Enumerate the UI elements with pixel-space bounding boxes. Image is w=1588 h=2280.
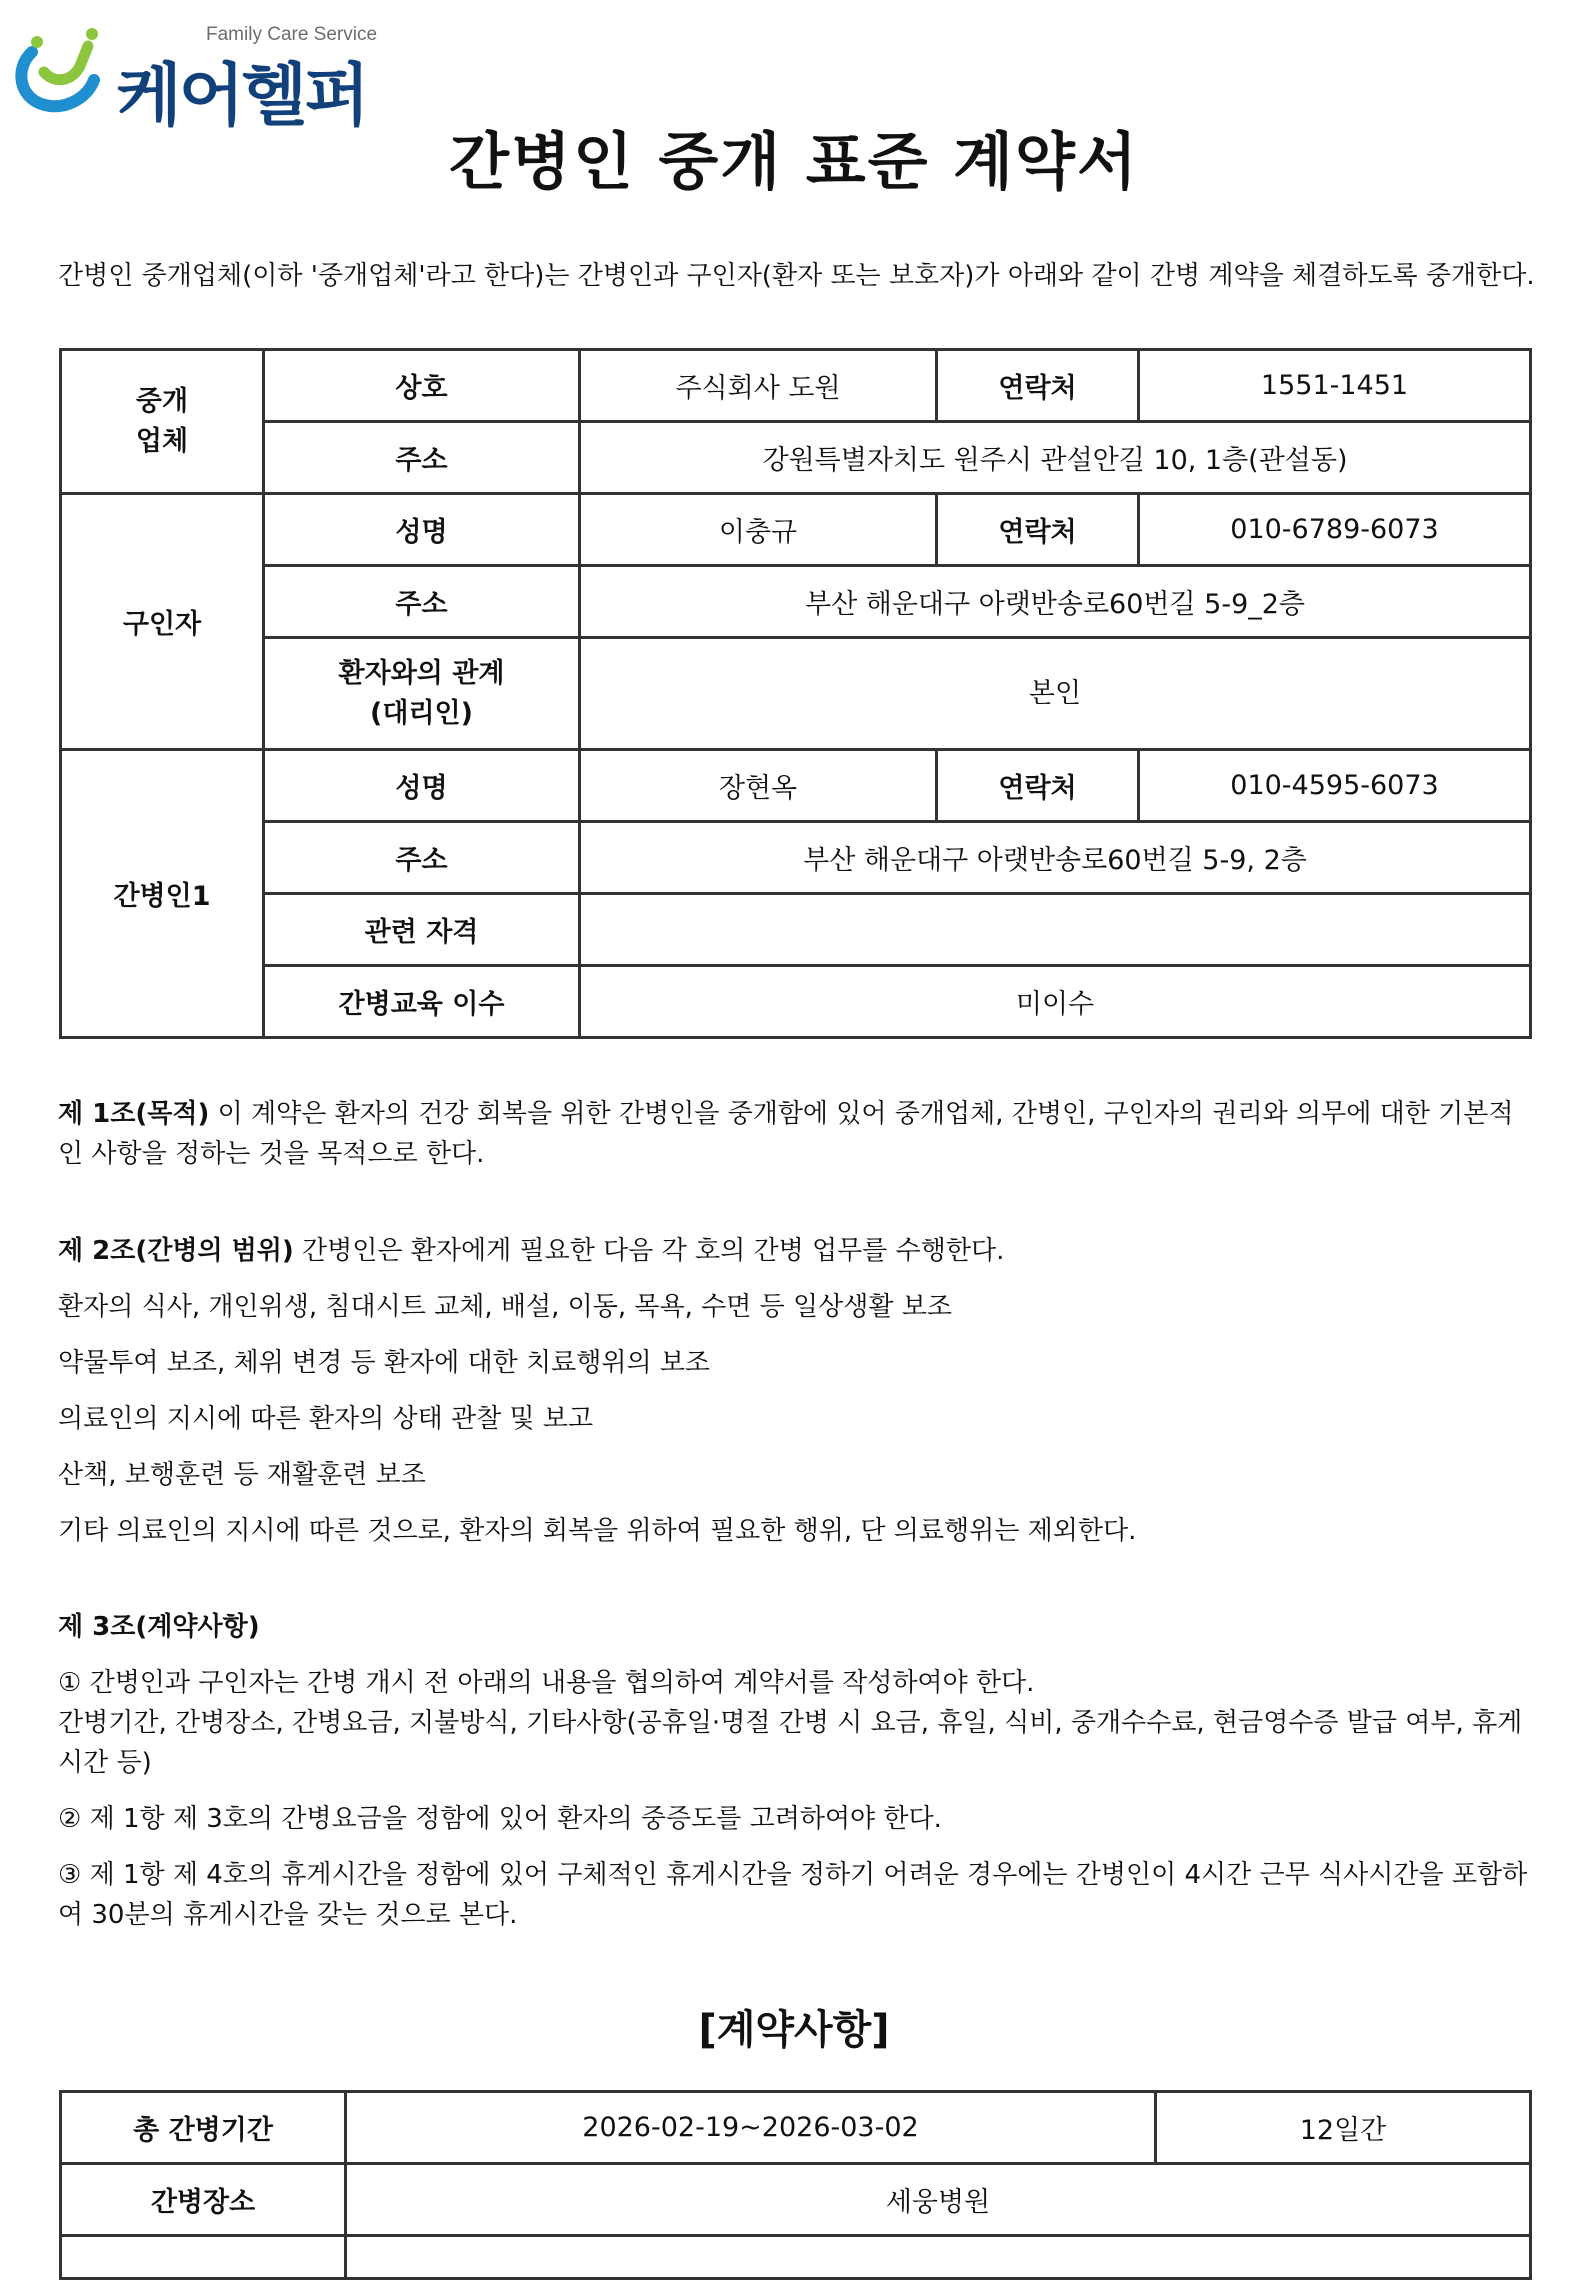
article-2-item: 산책, 보행훈련 등 재활훈련 보조 <box>58 1460 426 1490</box>
agency-group-label: 중개 업체 <box>61 350 264 494</box>
contract-section-title: [계약사항] <box>698 2007 890 2053</box>
next-row-cell <box>61 2236 346 2279</box>
care-days: 12일간 <box>1156 2092 1531 2164</box>
caregiver-contact: 010-4595-6073 <box>1139 750 1531 822</box>
care-helper-logo-icon <box>10 22 110 122</box>
document-title: 간병인 중개 표준 계약서 <box>449 125 1139 198</box>
article-2-item: 의료인의 지시에 따른 환자의 상태 관찰 및 보고 <box>58 1404 594 1434</box>
caregiver-name-label: 성명 <box>264 750 580 822</box>
article-3-heading: 제 3조(계약사항) <box>58 1612 260 1642</box>
article-3-para-1b: 간병기간, 간병장소, 간병요금, 지불방식, 기타사항(공휴일·명절 간병 시 요금, 휴일, 식비, 중개수수료, 현금영수증 발급 여부, 휴게시간 등) <box>58 1708 1523 1778</box>
article-2-item: 환자의 식사, 개인위생, 침대시트 교체, 배설, 이동, 목욕, 수면 등 일상생활 보조 <box>58 1292 952 1322</box>
caregiver-qualification <box>580 894 1531 966</box>
caregiver-qualification-label: 관련 자격 <box>264 894 580 966</box>
care-place: 세웅병원 <box>346 2164 1531 2236</box>
article-3-para-3: ③ 제 1항 제 4호의 휴게시간을 정함에 있어 구체적인 휴게시간을 정하기 어려운 경우에는 간병인이 4시간 근무 식사시간을 포함하여 30분의 휴게시간을 갖는 것으로 본다. <box>58 1860 1528 1930</box>
care-period: 2026-02-19~2026-03-02 <box>346 2092 1156 2164</box>
agency-name: 주식회사 도원 <box>580 350 937 422</box>
client-name: 이충규 <box>580 494 937 566</box>
intro-paragraph: 간병인 중개업체(이하 '중개업체'라고 한다)는 간병인과 구인자(환자 또는 보호자)가 아래와 같이 간병 계약을 체결하도록 중개한다. <box>58 261 1535 291</box>
article-1 <box>58 1094 1538 1174</box>
agency-contact: 1551-1451 <box>1139 350 1531 422</box>
article-2 <box>58 1231 1538 1551</box>
article-2-item: 기타 의료인의 지시에 따른 것으로, 환자의 회복을 위하여 필요한 행위, 단 의료행위는 제외한다. <box>58 1516 1137 1546</box>
caregiver-education-label: 간병교육 이수 <box>264 966 580 1038</box>
client-address: 부산 해운대구 아랫반송로60번길 5-9_2층 <box>580 566 1531 638</box>
client-name-label: 성명 <box>264 494 580 566</box>
article-3-para-2: ② 제 1항 제 3호의 간병요금을 정함에 있어 환자의 중증도를 고려하여야 한다. <box>58 1804 942 1834</box>
client-address-label: 주소 <box>264 566 580 638</box>
contract-terms-table <box>59 2090 1532 2280</box>
caregiver-contact-label: 연락처 <box>937 750 1139 822</box>
logo-brand-name: 케어헬퍼 <box>116 57 367 136</box>
caregiver-name: 장현옥 <box>580 750 937 822</box>
agency-contact-label: 연락처 <box>937 350 1139 422</box>
client-contact: 010-6789-6073 <box>1139 494 1531 566</box>
caregiver-address-label: 주소 <box>264 822 580 894</box>
caregiver-education: 미이수 <box>580 966 1531 1038</box>
period-label: 총 간병기간 <box>61 2092 346 2164</box>
caregiver-group-label: 간병인1 <box>61 750 264 1038</box>
agency-address-label: 주소 <box>264 422 580 494</box>
article-1-text: 이 계약은 환자의 건강 회복을 위한 간병인을 중개함에 있어 중개업체, 간병인, 구인자의 권리와 의무에 대한 기본적인 사항을 정하는 것을 목적으로 한다. <box>58 1099 1514 1169</box>
next-row-cell <box>346 2236 1531 2279</box>
article-3 <box>58 1607 1538 1935</box>
client-contact-label: 연락처 <box>937 494 1139 566</box>
article-1-heading: 제 1조(목적) <box>58 1099 210 1129</box>
article-2-heading: 제 2조(간병의 범위) <box>58 1236 294 1266</box>
agency-address: 강원특별자치도 원주시 관설안길 10, 1층(관설동) <box>580 422 1531 494</box>
logo-tagline: Family Care Service <box>206 24 378 45</box>
parties-table <box>59 348 1532 1039</box>
client-relation: 본인 <box>580 638 1531 750</box>
client-group-label: 구인자 <box>61 494 264 750</box>
place-label: 간병장소 <box>61 2164 346 2236</box>
article-2-text: 간병인은 환자에게 필요한 다음 각 호의 간병 업무를 수행한다. <box>293 1236 1005 1266</box>
article-3-para-1: ① 간병인과 구인자는 간병 개시 전 아래의 내용을 협의하여 계약서를 작성하여야 한다. <box>58 1668 1035 1698</box>
client-relation-label: 환자와의 관계 (대리인) <box>264 638 580 750</box>
caregiver-address: 부산 해운대구 아랫반송로60번길 5-9, 2층 <box>580 822 1531 894</box>
agency-name-label: 상호 <box>264 350 580 422</box>
article-2-item: 약물투여 보조, 체위 변경 등 환자에 대한 치료행위의 보조 <box>58 1348 711 1378</box>
